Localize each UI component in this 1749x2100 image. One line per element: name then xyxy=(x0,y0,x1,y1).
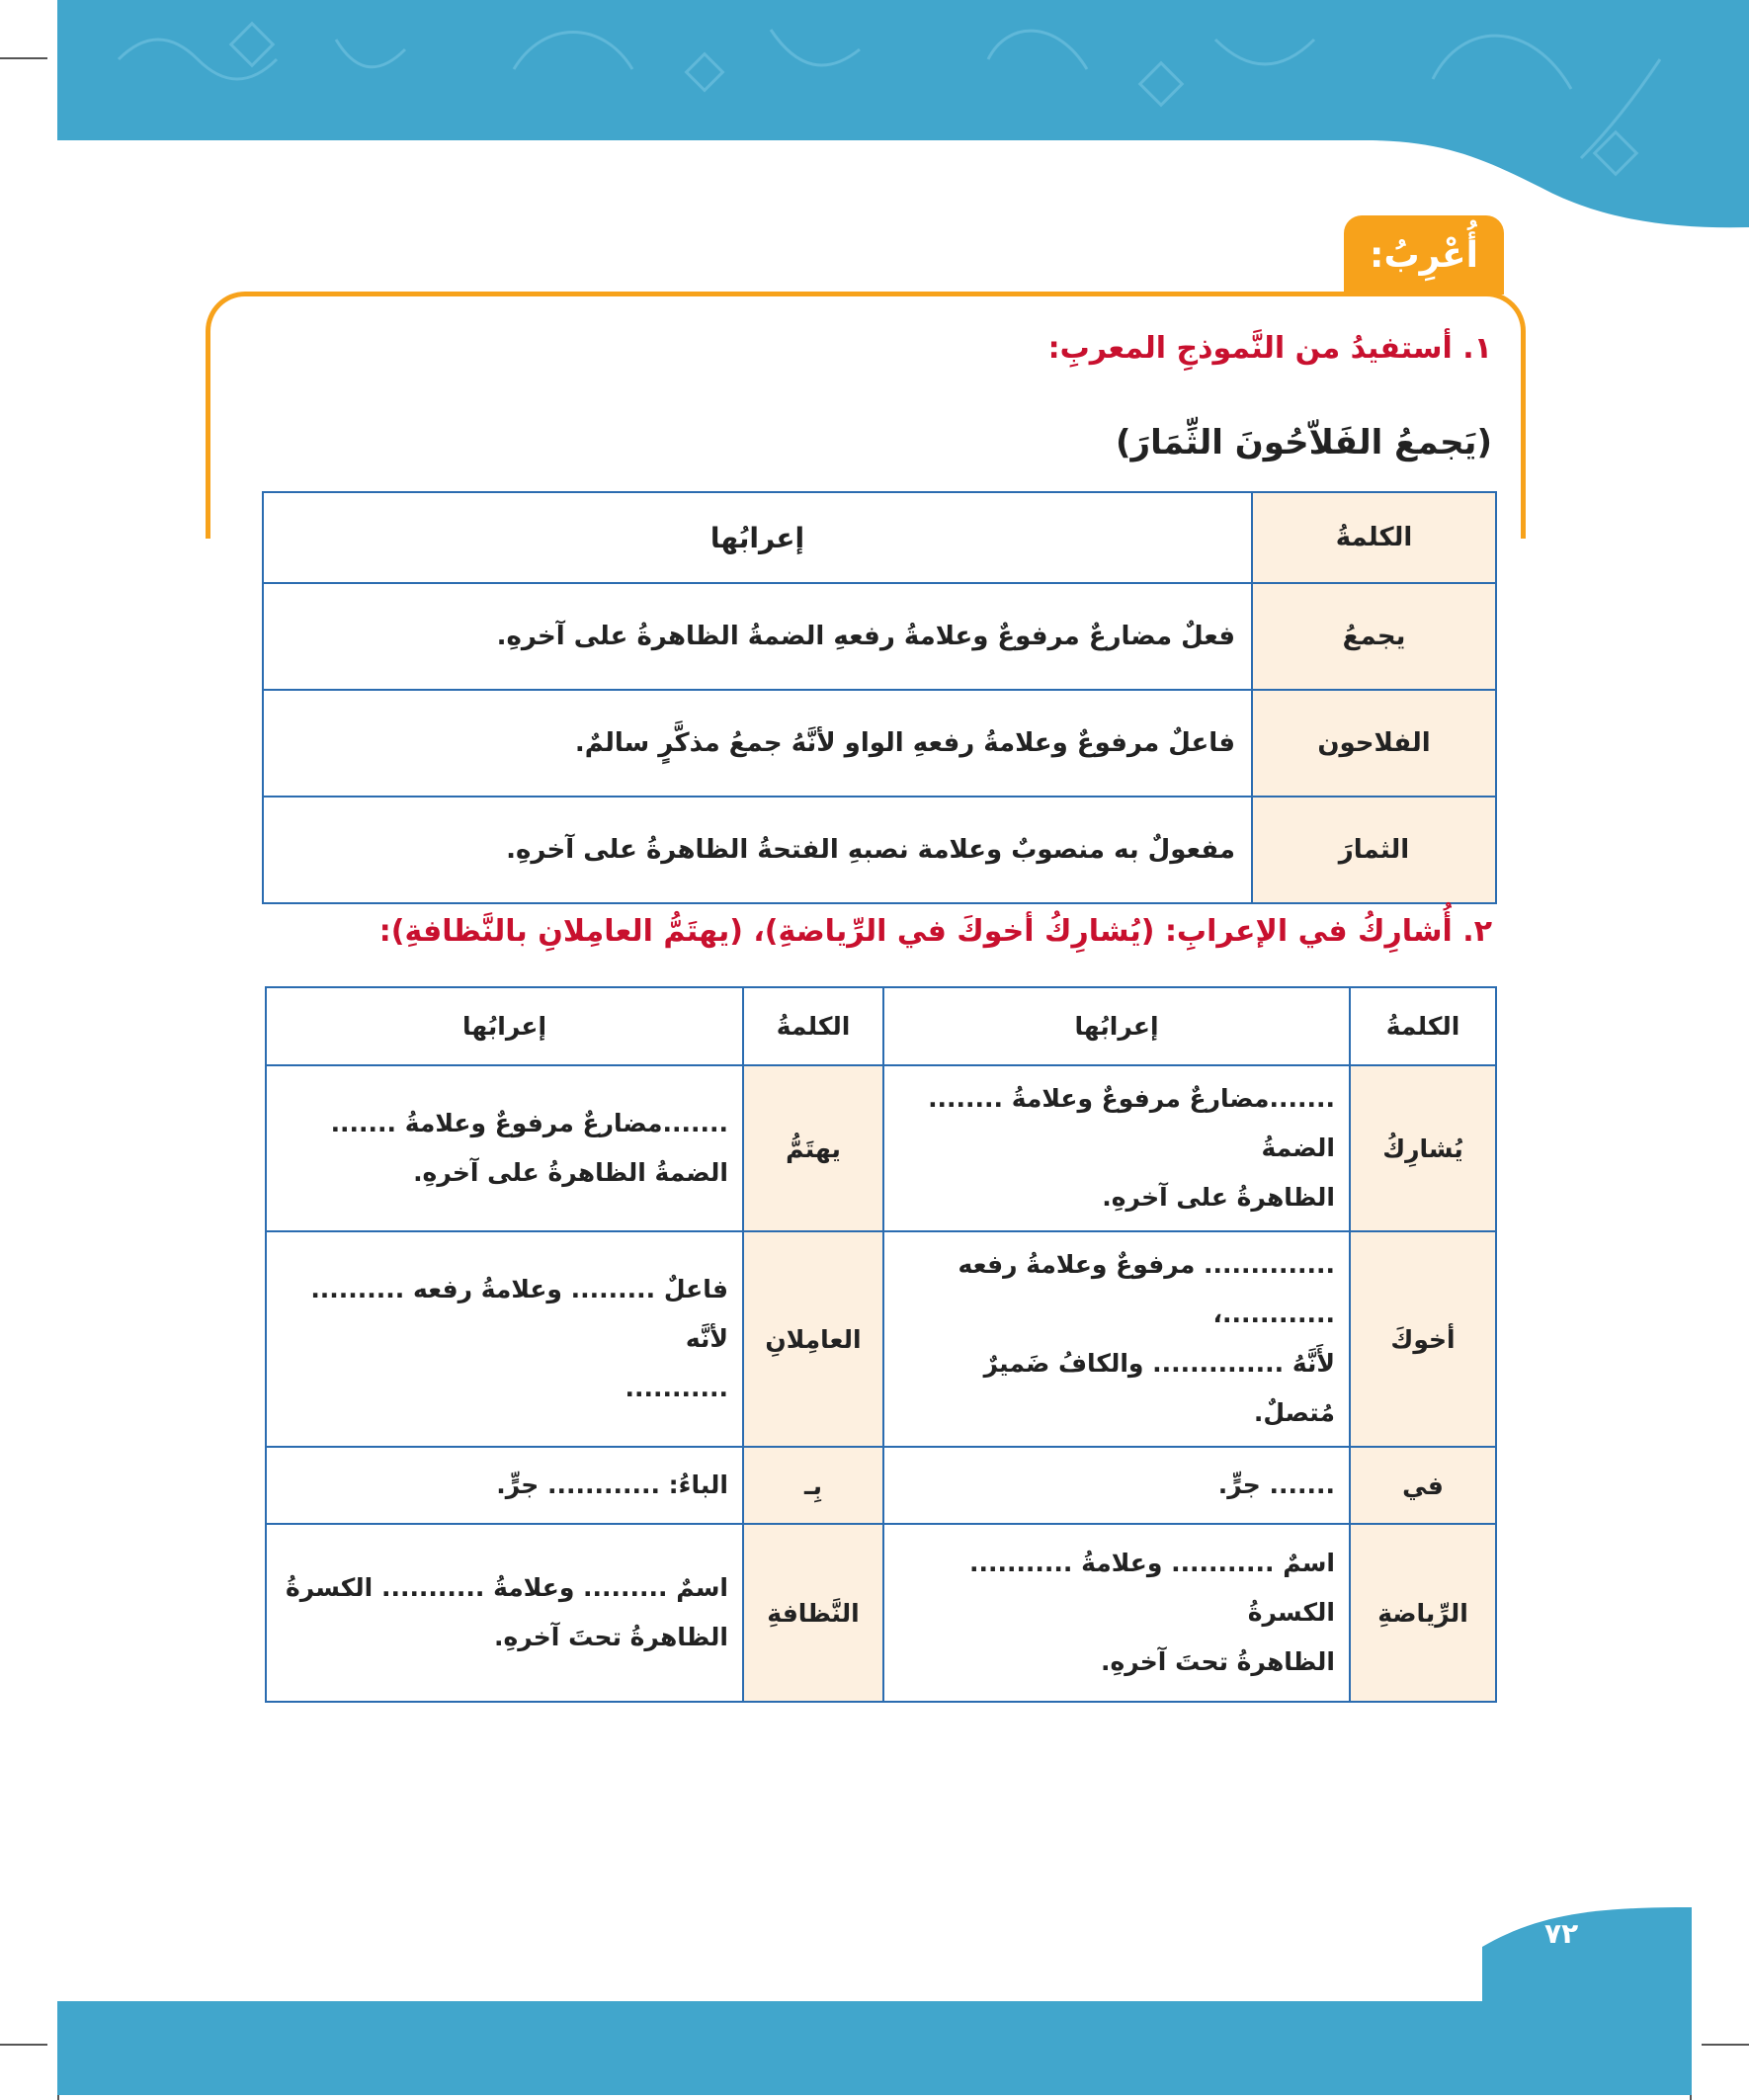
parsing-line: الباءُ: ............ جرٍّ. xyxy=(496,1470,728,1499)
parsing-cell: فاعلٌ مرفوعٌ وعلامةُ رفعهِ الواو لأنَّهُ جمعُ مذكَّرٍ سالمٌ. xyxy=(263,690,1252,797)
parsing-line: الظاهرةُ تحتَ آخرهِ. xyxy=(493,1623,728,1651)
footer-decorative-band xyxy=(0,1907,1749,2100)
word-cell: العامِلانِ xyxy=(743,1231,883,1447)
table-row xyxy=(266,1447,1496,1524)
parsing-cell xyxy=(883,1524,1350,1702)
parsing-cell xyxy=(266,1447,743,1524)
parsing-cell: فعلٌ مضارعٌ مرفوعٌ وعلامةُ رفعهِ الضمةُ الظاهرةُ على آخرهِ. xyxy=(263,583,1252,690)
parsing-line: .......مضارعٌ مرفوعٌ وعلامةُ ....... xyxy=(330,1109,728,1137)
parsing-cell xyxy=(883,1065,1350,1231)
table-row xyxy=(266,1065,1496,1231)
parsing-line: اسمٌ ......... وعلامةُ ........... الكسرةُ xyxy=(286,1573,728,1602)
header-parsing: إعرابُها xyxy=(266,987,743,1065)
header-word: الكلمةُ xyxy=(743,987,883,1065)
word-cell: بِـ xyxy=(743,1447,883,1524)
page-number: ٧٢ xyxy=(1544,1917,1579,1950)
table-row xyxy=(266,1231,1496,1447)
frame-fade xyxy=(1521,415,1526,524)
shared-parsing-table xyxy=(265,986,1497,1703)
parsing-line: الضمةُ الظاهرةُ على آخرهِ. xyxy=(413,1158,728,1187)
parsing-line: ........... xyxy=(625,1374,728,1402)
exercise-heading-tab: أُعْرِبُ: xyxy=(1344,215,1504,294)
word-cell: الرِّياضةِ xyxy=(1350,1524,1496,1702)
parsing-line: لأَنَّهُ .............. والكافُ ضَميرٌ مُتصلٌ. xyxy=(983,1349,1335,1427)
header-decorative-band xyxy=(0,0,1749,237)
parsing-cell: مفعولٌ به منصوبٌ وعلامة نصبهِ الفتحةُ الظاهرةُ على آخرهِ. xyxy=(263,797,1252,903)
parsing-cell xyxy=(266,1065,743,1231)
parsing-line: الظاهرةُ تحتَ آخرهِ. xyxy=(1100,1647,1335,1676)
word-cell: يجمعُ xyxy=(1252,583,1496,690)
parsing-line: فاعلٌ ......... وعلامةُ رفعه .......... لأنَّه xyxy=(310,1275,728,1353)
parsing-cell xyxy=(883,1447,1350,1524)
word-cell: الفلاحون xyxy=(1252,690,1496,797)
question-2-title: ٢. أُشارِكُ في الإعرابِ: (يُشارِكُ أخوكَ في الرِّياضةِ)، (يهتَمُّ العامِلانِ بالنَّظافةِ): xyxy=(378,914,1492,949)
parsing-line: .............. مرفوعٌ وعلامةُ رفعه ............، xyxy=(958,1250,1335,1328)
word-cell: في xyxy=(1350,1447,1496,1524)
parsing-line: الظاهرةُ على آخرهِ. xyxy=(1102,1183,1335,1212)
parsing-cell xyxy=(266,1231,743,1447)
table-row xyxy=(263,583,1496,690)
word-cell: يهتَمُّ xyxy=(743,1065,883,1231)
frame-fade xyxy=(206,415,210,524)
table-row xyxy=(263,690,1496,797)
table-header-row xyxy=(266,987,1496,1065)
header-word: الكلمةُ xyxy=(1252,492,1496,583)
header-word: الكلمةُ xyxy=(1350,987,1496,1065)
model-parsing-table xyxy=(262,491,1497,904)
header-parsing: إعرابُها xyxy=(883,987,1350,1065)
question-1-title: ١. أستفيدُ من النَّموذجِ المعربِ: xyxy=(1047,331,1492,366)
table-row xyxy=(263,797,1496,903)
word-cell: أخوكَ xyxy=(1350,1231,1496,1447)
parsing-line: .......مضارعٌ مرفوعٌ وعلامةُ ........ الضمةُ xyxy=(928,1084,1335,1162)
parsing-cell xyxy=(266,1524,743,1702)
word-cell: النَّظافةِ xyxy=(743,1524,883,1702)
parsing-line: ....... جرٍّ. xyxy=(1217,1470,1335,1499)
parsing-cell xyxy=(883,1231,1350,1447)
header-parsing: إعرابُها xyxy=(263,492,1252,583)
example-sentence: (يَجمعُ الفَلاّحُونَ الثِّمَارَ) xyxy=(1115,423,1492,462)
table-header-row xyxy=(263,492,1496,583)
parsing-line: اسمٌ ........... وعلامةُ ........... الكسرةُ xyxy=(968,1549,1335,1627)
word-cell: الثمارَ xyxy=(1252,797,1496,903)
word-cell: يُشارِكُ xyxy=(1350,1065,1496,1231)
table-row xyxy=(266,1524,1496,1702)
